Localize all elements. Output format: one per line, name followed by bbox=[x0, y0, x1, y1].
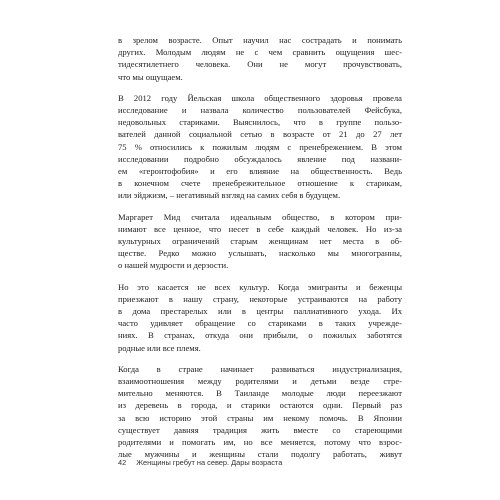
running-title: Женщины гребут на север. Дары возраста bbox=[136, 458, 283, 467]
text-line: тидесятилетнего человека. Они не могут прочувствовать, bbox=[118, 59, 402, 70]
text-line: за всю историю этой страны им некому помочь. В Японии bbox=[118, 412, 402, 423]
text-line: исследовании подробно обсуждалось явление под названи- bbox=[118, 153, 402, 164]
text-line: Когда в стране начинает развиваться индустриализация, bbox=[118, 363, 402, 374]
paragraph-5 bbox=[118, 363, 402, 461]
text-line: или эйджизм, – негативный взгляд на самих себя в будущем. bbox=[118, 190, 341, 201]
text-line: 75 % относились к пожилым людям с пренебрежением. В этом bbox=[118, 141, 402, 152]
text-line: о нашей мудрости и дерзости. bbox=[118, 260, 229, 271]
text-line: мительно меняются. В Таиланде молодые люди переезжают bbox=[118, 388, 402, 399]
text-line: недовольных стариками. Выяснилось, что в группе пользо- bbox=[118, 117, 402, 128]
text-line: вателей данной социальной сетью в возрасте от 21 до 27 лет bbox=[118, 129, 402, 140]
text-line: что мы ощущаем. bbox=[118, 71, 183, 82]
text-line: ниях. В странах, откуда они прибыли, о пожилых заботятся bbox=[118, 330, 402, 341]
text-line: Но это касается не всех культур. Когда эмигранты и беженцы bbox=[118, 281, 402, 292]
text-line: культурных ограничений старым женщинам нет места в об- bbox=[118, 236, 402, 247]
text-line: лые мужчины и женщины стали подолгу работать, живут bbox=[118, 449, 402, 460]
text-line: часто удивляет обращение со стариками в таких учрежде- bbox=[118, 318, 402, 329]
paragraph-1 bbox=[118, 34, 402, 83]
page-footer bbox=[118, 458, 402, 467]
page-body bbox=[118, 34, 402, 470]
text-line: Маргарет Мид считала идеальным общество, в котором при- bbox=[118, 211, 402, 222]
text-line: из деревень в города, и старики остаются одни. Первый раз bbox=[118, 400, 402, 411]
text-line: В 2012 году Йельская школа общественного здоровья провела bbox=[118, 92, 402, 103]
text-line: существует давняя традиция жить вместе со стареющими bbox=[118, 424, 402, 435]
text-line: родные или все племя. bbox=[118, 342, 201, 353]
text-line: родителями и помогать им, но все меняется, потому что взрос- bbox=[118, 437, 402, 448]
paragraph-4 bbox=[118, 281, 402, 354]
text-line: ществе. Редко можно услышать, насколько мы многогранны, bbox=[118, 248, 402, 259]
text-line: в дома престарелых или в центры паллиативного ухода. Их bbox=[118, 306, 402, 317]
page-number: 42 bbox=[118, 458, 127, 467]
text-line: в конечном счете пренебрежительное отношение к старикам, bbox=[118, 178, 402, 189]
text-line: исследование и назвала количество пользователей Фейсбука, bbox=[118, 105, 402, 116]
text-line: других. Молодым людям не с чем сравнить ощущения шес- bbox=[118, 47, 402, 58]
text-line: взаимоотношения между родителями и детьми везде стре- bbox=[118, 376, 402, 387]
text-line: нимают все ценное, что несет в себе каждый человек. Но из-за bbox=[118, 223, 402, 234]
text-line: ем «геронтофобия» и его влияние на общественность. Ведь bbox=[118, 166, 402, 177]
paragraph-2 bbox=[118, 92, 402, 202]
text-line: приезжают в нашу страну, некоторые устраиваются на работу bbox=[118, 293, 402, 304]
text-line: в зрелом возрасте. Опыт научил нас сострадать и понимать bbox=[118, 35, 402, 45]
paragraph-3 bbox=[118, 211, 402, 272]
